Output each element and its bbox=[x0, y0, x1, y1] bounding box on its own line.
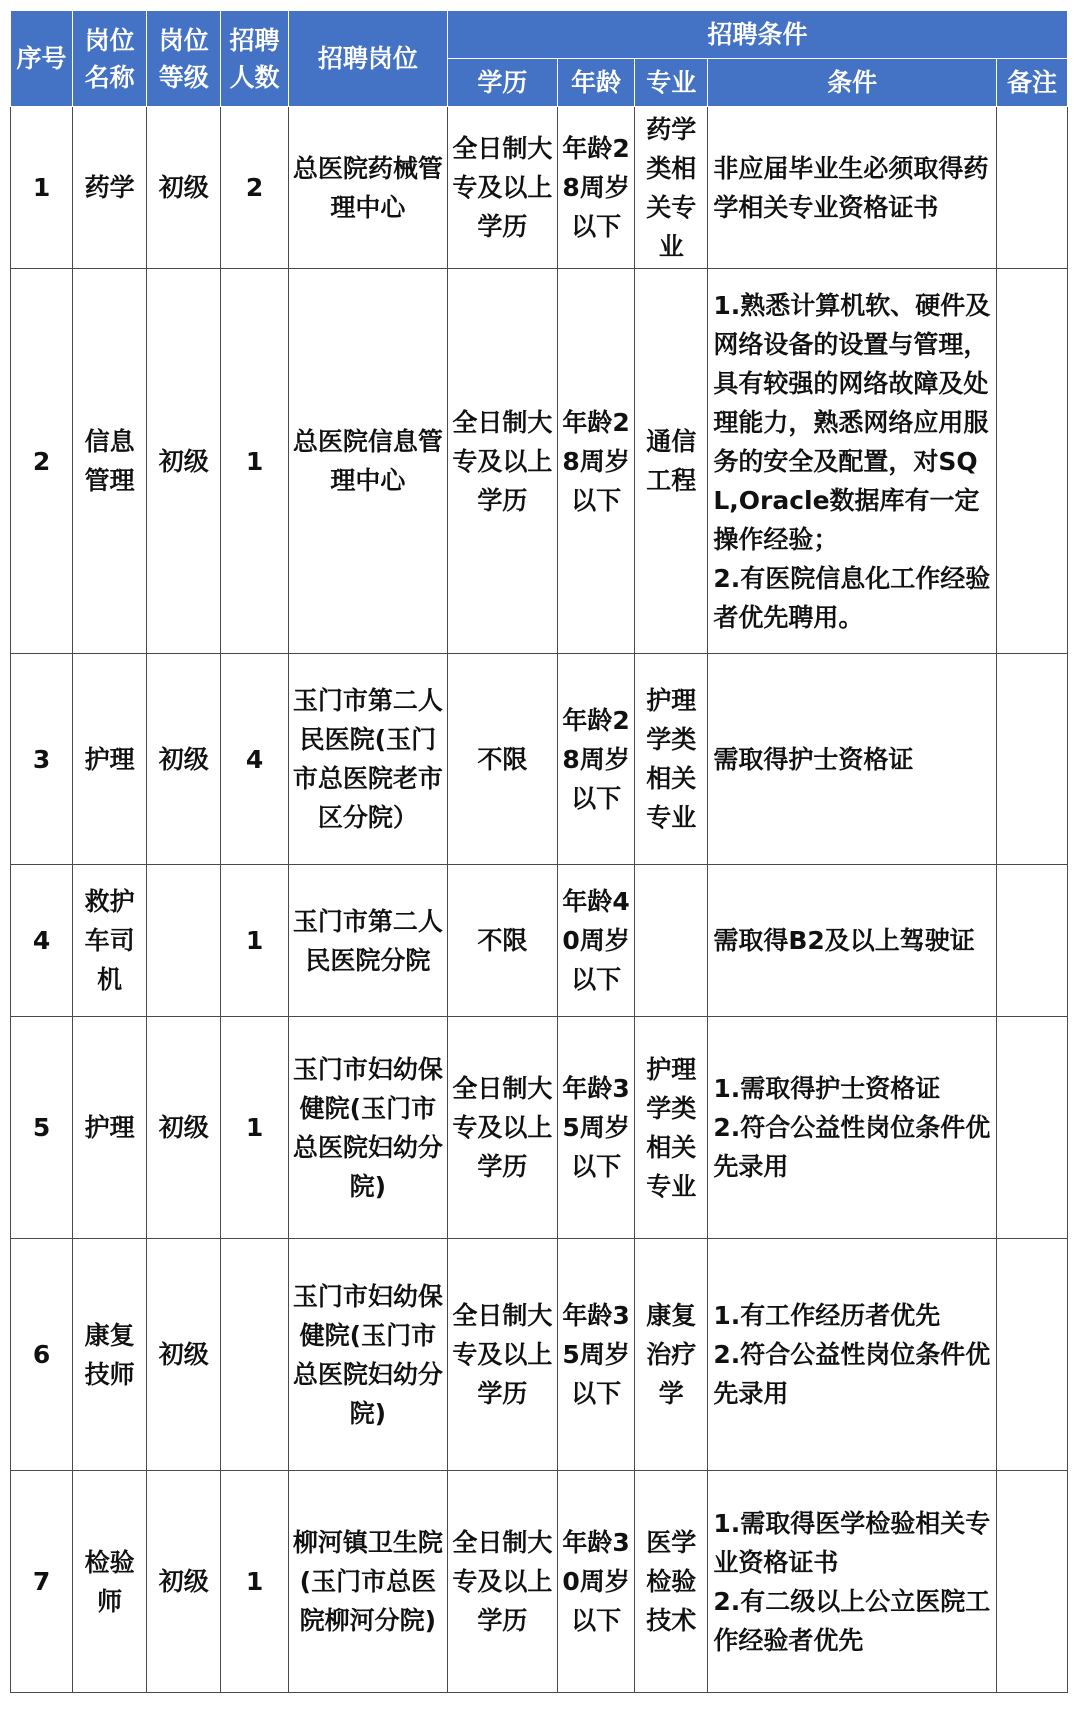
cell-requirements bbox=[708, 1017, 997, 1239]
cell-seq: 2 bbox=[11, 269, 73, 654]
cell-remarks bbox=[997, 107, 1068, 269]
cell-remarks bbox=[997, 269, 1068, 654]
header-unit: 招聘岗位 bbox=[288, 11, 447, 107]
cell-unit: 柳河镇卫生院(玉门市总医院柳河分院) bbox=[288, 1471, 447, 1693]
header-education: 学历 bbox=[447, 59, 557, 107]
cell-post-level: 初级 bbox=[147, 1471, 221, 1693]
cell-post-name: 信息管理 bbox=[73, 269, 147, 654]
requirement-line: 2.有二级以上公立医院工作经验者优先 bbox=[713, 1586, 991, 1655]
cell-education: 全日制大专及以上学历 bbox=[447, 269, 557, 654]
cell-post-name: 康复技师 bbox=[73, 1239, 147, 1471]
requirement-line: 1.需取得护士资格证 bbox=[713, 1074, 941, 1103]
table-row bbox=[11, 1239, 1068, 1471]
cell-age: 年龄35周岁以下 bbox=[557, 1017, 634, 1239]
cell-remarks bbox=[997, 865, 1068, 1017]
requirement-line: 2.有医院信息化工作经验者优先聘用。 bbox=[713, 563, 991, 632]
cell-major bbox=[635, 865, 708, 1017]
cell-headcount: 1 bbox=[221, 1017, 289, 1239]
table-row bbox=[11, 865, 1068, 1017]
header-remarks: 备注 bbox=[997, 59, 1068, 107]
cell-requirements bbox=[708, 269, 997, 654]
cell-post-name: 救护车司机 bbox=[73, 865, 147, 1017]
cell-major: 医学检验技术 bbox=[635, 1471, 708, 1693]
cell-unit: 玉门市妇幼保健院(玉门市总医院妇幼分院) bbox=[288, 1239, 447, 1471]
cell-remarks bbox=[997, 1471, 1068, 1693]
cell-requirements bbox=[708, 865, 997, 1017]
cell-remarks bbox=[997, 654, 1068, 865]
cell-post-name: 护理 bbox=[73, 1017, 147, 1239]
cell-unit: 总医院信息管理中心 bbox=[288, 269, 447, 654]
cell-remarks bbox=[997, 1239, 1068, 1471]
cell-education: 全日制大专及以上学历 bbox=[447, 107, 557, 269]
cell-seq: 5 bbox=[11, 1017, 73, 1239]
requirement-line: 1.熟悉计算机软、硬件及网络设备的设置与管理，具有较强的网络故障及处理能力，熟悉网络应用服务的安全及配置，对SQL,Oracle数据库有一定操作经验； bbox=[713, 290, 991, 554]
cell-age: 年龄30周岁以下 bbox=[557, 1471, 634, 1693]
requirement-line: 需取得护士资格证 bbox=[713, 744, 914, 774]
cell-unit: 玉门市第二人民医院(玉门市总医院老市区分院） bbox=[288, 654, 447, 865]
requirement-line: 1.需取得医学检验相关专业资格证书 bbox=[713, 1508, 991, 1577]
cell-education: 全日制大专及以上学历 bbox=[447, 1017, 557, 1239]
cell-unit: 玉门市妇幼保健院(玉门市总医院妇幼分院) bbox=[288, 1017, 447, 1239]
cell-seq: 6 bbox=[11, 1239, 73, 1471]
cell-headcount: 1 bbox=[221, 865, 289, 1017]
header-headcount: 招聘人数 bbox=[221, 11, 289, 107]
cell-requirements bbox=[708, 107, 997, 269]
cell-major: 护理学类相关专业 bbox=[635, 1017, 708, 1239]
cell-seq: 1 bbox=[11, 107, 73, 269]
recruitment-table-wrapper bbox=[10, 10, 1068, 1693]
cell-headcount: 4 bbox=[221, 654, 289, 865]
cell-post-name: 检验师 bbox=[73, 1471, 147, 1693]
cell-age: 年龄28周岁以下 bbox=[557, 107, 634, 269]
cell-major: 通信工程 bbox=[635, 269, 708, 654]
header-age: 年龄 bbox=[557, 59, 634, 107]
cell-education: 不限 bbox=[447, 865, 557, 1017]
table-row bbox=[11, 654, 1068, 865]
cell-headcount bbox=[221, 1239, 289, 1471]
cell-unit: 玉门市第二人民医院分院 bbox=[288, 865, 447, 1017]
cell-post-level: 初级 bbox=[147, 1017, 221, 1239]
cell-requirements bbox=[708, 1239, 997, 1471]
cell-major: 护理学类相关专业 bbox=[635, 654, 708, 865]
recruitment-table bbox=[10, 10, 1068, 1693]
cell-headcount: 2 bbox=[221, 107, 289, 269]
cell-age: 年龄28周岁以下 bbox=[557, 269, 634, 654]
cell-headcount: 1 bbox=[221, 269, 289, 654]
requirement-line: 非应届毕业生必须取得药学相关专业资格证书 bbox=[713, 153, 989, 222]
cell-age: 年龄28周岁以下 bbox=[557, 654, 634, 865]
cell-remarks bbox=[997, 1017, 1068, 1239]
requirement-line: 2.符合公益性岗位条件优先录用 bbox=[713, 1113, 991, 1181]
cell-post-level: 初级 bbox=[147, 1239, 221, 1471]
header-post-name: 岗位名称 bbox=[73, 11, 147, 107]
header-requirements: 条件 bbox=[708, 59, 997, 107]
cell-major: 药学类相关专业 bbox=[635, 107, 708, 269]
cell-headcount: 1 bbox=[221, 1471, 289, 1693]
cell-requirements bbox=[708, 654, 997, 865]
requirement-line: 2.符合公益性岗位条件优先录用 bbox=[713, 1340, 991, 1408]
cell-seq: 4 bbox=[11, 865, 73, 1017]
cell-post-level: 初级 bbox=[147, 269, 221, 654]
cell-seq: 3 bbox=[11, 654, 73, 865]
requirement-line: 1.有工作经历者优先 bbox=[713, 1301, 941, 1330]
cell-post-level: 初级 bbox=[147, 654, 221, 865]
table-row bbox=[11, 1471, 1068, 1693]
header-post-level: 岗位等级 bbox=[147, 11, 221, 107]
cell-education: 全日制大专及以上学历 bbox=[447, 1239, 557, 1471]
header-major: 专业 bbox=[635, 59, 708, 107]
cell-age: 年龄35周岁以下 bbox=[557, 1239, 634, 1471]
header-conditions-group: 招聘条件 bbox=[447, 11, 1067, 59]
cell-seq: 7 bbox=[11, 1471, 73, 1693]
cell-education: 不限 bbox=[447, 654, 557, 865]
cell-post-level: 初级 bbox=[147, 107, 221, 269]
cell-requirements bbox=[708, 1471, 997, 1693]
cell-age: 年龄40周岁以下 bbox=[557, 865, 634, 1017]
cell-post-name: 护理 bbox=[73, 654, 147, 865]
cell-post-name: 药学 bbox=[73, 107, 147, 269]
header-row-1 bbox=[11, 11, 1068, 59]
table-row bbox=[11, 1017, 1068, 1239]
requirement-line: 需取得B2及以上驾驶证 bbox=[713, 926, 975, 955]
table-row bbox=[11, 269, 1068, 654]
cell-unit: 总医院药械管理中心 bbox=[288, 107, 447, 269]
cell-post-level bbox=[147, 865, 221, 1017]
cell-major: 康复治疗学 bbox=[635, 1239, 708, 1471]
header-seq: 序号 bbox=[11, 11, 73, 107]
table-row bbox=[11, 107, 1068, 269]
cell-education: 全日制大专及以上学历 bbox=[447, 1471, 557, 1693]
